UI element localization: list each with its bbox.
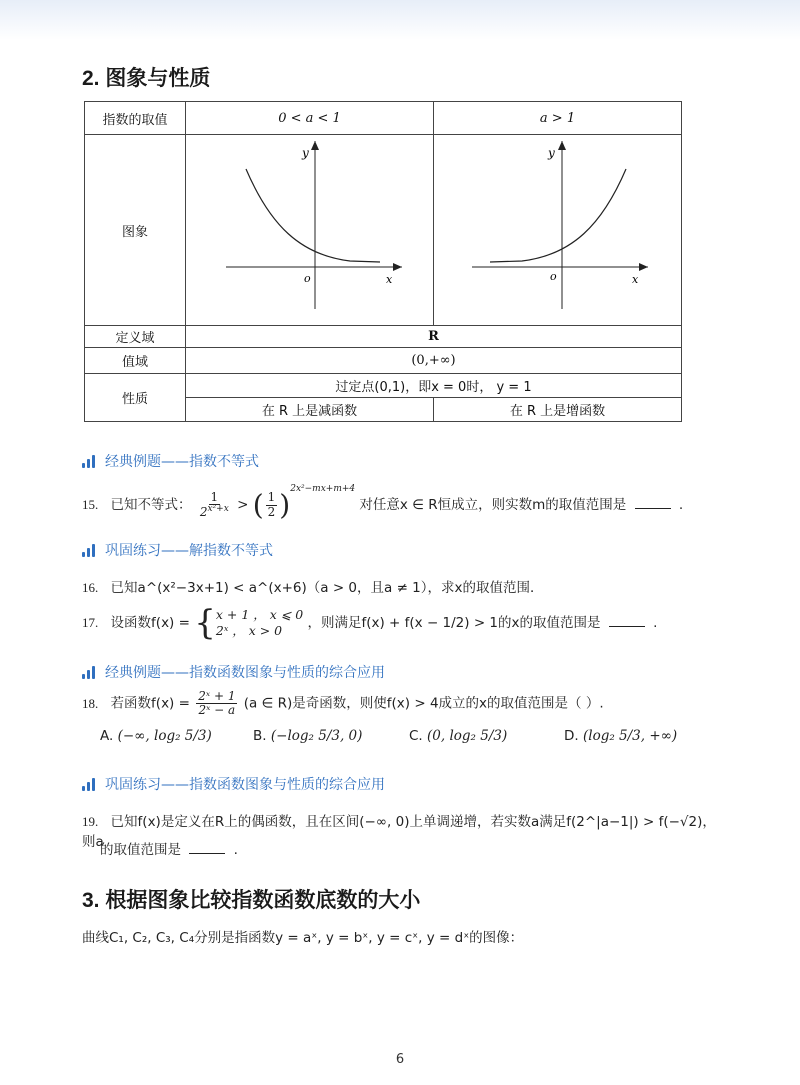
section-3-title: 3. 根据图象比较指数函数底数的大小 bbox=[82, 889, 421, 912]
question-19-line2 bbox=[100, 838, 238, 858]
question-16 bbox=[82, 576, 544, 596]
image-label: 图象 bbox=[85, 135, 186, 326]
y-axis-arrow bbox=[311, 141, 319, 150]
growth-graph bbox=[438, 135, 678, 321]
question-number: 15. bbox=[82, 497, 99, 512]
prop-decreasing: 在 R 上是减函数 bbox=[186, 398, 434, 422]
row-header-cell: 指数的取值 bbox=[85, 102, 186, 135]
option-letter: C. bbox=[409, 728, 423, 744]
bar-chart-icon bbox=[82, 778, 95, 791]
bar-chart-icon bbox=[82, 666, 95, 679]
question-18: 18. 若函数f(x) = $\frac{\text{2ˣ + 1}}{\text{2ˣ − a}}$ (a ∈ R)是奇函数，则使f(x) > 4成立的x的取值范围是（ ）. bbox=[82, 689, 604, 718]
option-letter: A. bbox=[100, 728, 114, 744]
prop-label: 性质 bbox=[85, 374, 186, 422]
period: . bbox=[678, 497, 684, 513]
period: . bbox=[233, 842, 238, 858]
y-axis-arrow bbox=[558, 141, 566, 150]
question-number: 19. bbox=[82, 814, 99, 829]
properties-table bbox=[84, 101, 682, 422]
option-letter: D. bbox=[564, 728, 579, 744]
decay-graph bbox=[190, 135, 430, 321]
x-label: x bbox=[385, 273, 392, 286]
graph-growth-cell bbox=[434, 135, 682, 326]
prop-common: 过定点(0,1)，即x = 0时， y = 1 bbox=[186, 374, 682, 398]
option-value: (−log₂ 5/3, 0) bbox=[270, 728, 363, 744]
option-letter: B. bbox=[253, 728, 267, 744]
page-number: 6 bbox=[395, 1052, 405, 1067]
question-text: 已知不等式： bbox=[110, 497, 192, 513]
question-text: 已知f(x)是定义在R上的偶函数，且在区间(−∞, 0)上单调递增，若实数a满足f(2^|a−1|) > f(−√2)，则a bbox=[82, 814, 716, 850]
top-banner bbox=[0, 0, 800, 40]
section-2-title: 2. 图象与性质 bbox=[82, 67, 211, 90]
answer-blank bbox=[189, 853, 225, 854]
question-text: 若函数f(x) = bbox=[110, 695, 190, 712]
growth-curve bbox=[490, 169, 626, 262]
question-text: 已知a^(x²−3x+1) < a^(x+6)（a > 0，且a ≠ 1），求x的取值范围． bbox=[110, 580, 544, 596]
x-axis-arrow bbox=[639, 263, 648, 271]
option-value: (0, log₂ 5/3) bbox=[427, 728, 508, 744]
section-heading-text: 经典例题——指数不等式 bbox=[105, 454, 259, 470]
question-text-tail: ，则满足f(x) + f(x − 1/2) > 1的x的取值范围是 bbox=[307, 615, 601, 631]
x-label: x bbox=[631, 273, 638, 286]
option-b[interactable] bbox=[253, 728, 362, 744]
col-head-decay: 0 < a < 1 bbox=[186, 102, 434, 135]
domain-value: R bbox=[186, 326, 682, 348]
origin-label: o bbox=[549, 270, 557, 283]
y-label: y bbox=[301, 146, 309, 160]
question-17: 17. 设函数f(x) = { x + 1 ， x ⩽ 0 2ˣ ， x > 0 ，则满足f(x) + f(x − 1/2) > 1的x的取值范围是 . bbox=[82, 603, 658, 643]
col-head-growth: a > 1 bbox=[434, 102, 682, 135]
section-heading-text: 巩固练习——指数函数图象与性质的综合应用 bbox=[105, 777, 385, 793]
graph-decay-cell bbox=[186, 135, 434, 326]
section-heading-1 bbox=[82, 451, 259, 471]
x-axis-arrow bbox=[393, 263, 402, 271]
option-value: (−∞, log₂ 5/3) bbox=[117, 728, 212, 744]
question-15: 15. 已知不等式： $\frac{1}{2^{x^2+x}}$ > ( $\frac{1}{2}$ )$^{2x^2-mx+m+4}$ 对任意x ∈ R恒成立，则实数m的取值范围是 . bbox=[82, 484, 684, 522]
answer-blank bbox=[635, 508, 671, 509]
question-text-tail: 对任意x ∈ R恒成立，则实数m的取值范围是 bbox=[359, 497, 627, 513]
case-2: 2ˣ ， x > 0 bbox=[215, 623, 283, 638]
option-c[interactable] bbox=[409, 728, 507, 744]
section-heading-text: 经典例题——指数函数图象与性质的综合应用 bbox=[105, 665, 385, 681]
period: . bbox=[653, 615, 658, 631]
section-heading-text: 巩固练习——解指数不等式 bbox=[105, 543, 273, 559]
question-number: 16. bbox=[82, 580, 99, 595]
domain-label: 定义域 bbox=[85, 326, 186, 348]
y-label: y bbox=[547, 146, 555, 160]
origin-label: o bbox=[303, 272, 311, 285]
question-number: 18. bbox=[82, 695, 99, 711]
option-value: (log₂ 5/3, +∞) bbox=[582, 728, 678, 744]
prop-increasing: 在 R 上是增函数 bbox=[434, 398, 682, 422]
section-3-text: 曲线C₁, C₂, C₃, C₄分别是指函数y = aˣ, y = bˣ, y = cˣ, y = dˣ的图像： bbox=[82, 930, 524, 946]
question-text: 的取值范围是 bbox=[100, 842, 181, 858]
question-text: 设函数f(x) = bbox=[110, 615, 190, 631]
range-label: 值域 bbox=[85, 348, 186, 374]
section-heading-4 bbox=[82, 774, 385, 794]
bar-chart-icon bbox=[82, 455, 95, 468]
option-a[interactable] bbox=[100, 728, 212, 744]
range-value: (0,+∞) bbox=[186, 348, 682, 374]
option-d[interactable] bbox=[564, 728, 677, 744]
question-text-tail: (a ∈ R)是奇函数，则使f(x) > 4成立的x的取值范围是（ ）. bbox=[243, 695, 604, 712]
bar-chart-icon bbox=[82, 544, 95, 557]
answer-blank bbox=[609, 626, 645, 627]
section-heading-3 bbox=[82, 662, 385, 682]
decay-curve bbox=[246, 169, 380, 262]
question-number: 17. bbox=[82, 615, 99, 630]
case-1: x + 1 ， x ⩽ 0 bbox=[215, 607, 304, 622]
section-heading-2 bbox=[82, 540, 273, 560]
